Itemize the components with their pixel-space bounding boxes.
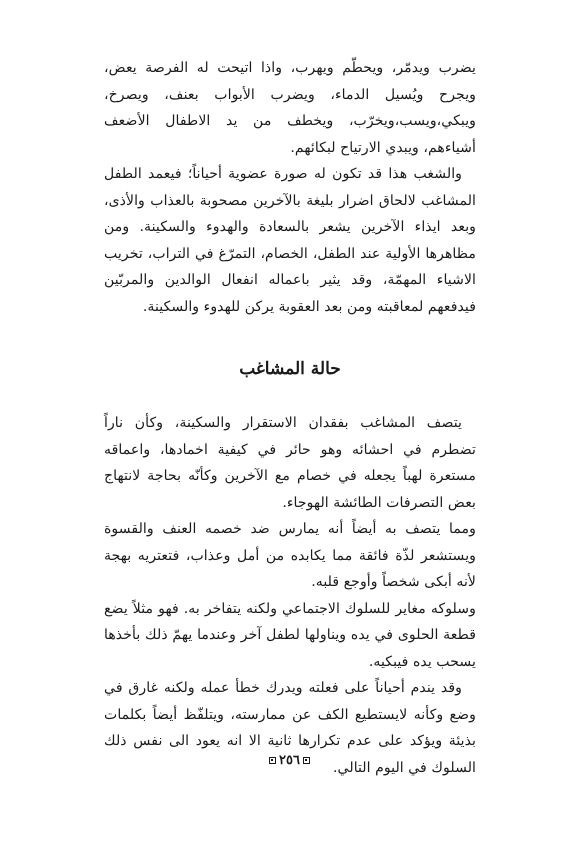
paragraph: وقد يندم أحياناً على فعلته ويدرك خطأ عمله ولكنه غارق في وضع وكأنه لايستطيع الكف عن ممارسته، ويتلفّظ أيضاً بكلمات بذيئة ويؤكد على عدم تكرارها ثانية الا انه يعود الى نفس ذلك السلوك في اليوم التالي. [104, 680, 476, 776]
page-number-text: ٢٥٦ [279, 753, 300, 768]
body-text-bottom [104, 410, 476, 781]
paragraph: والشغب هذا قد تكون له صورة عضوية أحياناً؛ فيعمد الطفل المشاغب لالحاق اضرار بليغة بالآخرين مصحوبة بالعذاب والأذى، وبعد ايذاء الآخرين يشعر بالسعادة والهدوء والسكينة. ومن مظاهرها الأولية عند الطفل، الخصام، التمرّغ في التراب، تخريب الاشياء المهمّة، وقد يثير باعماله انفعال الوالدين والمربّين فيدفعهم لمعاقبته ومن بعد العقوبة يركن للهدوء والسكينة. [104, 166, 476, 315]
paragraph: يضرب ويدمّر، ويحطّم ويهرب، واذا اتيحت له الفرصة يعض، ويجرح ويُسيل الدماء، ويضرب الأبواب بعنف، ويصرخ، ويبكي،ويسب،ويخرّب، ويخطف من يد الاطفال الأضعف أشياءهم، ويبدي الارتياح لبكائهم. [104, 60, 476, 156]
paragraph: يتصف المشاغب بفقدان الاستقرار والسكينة، وكأن ناراً تضطرم في احشائه وهو حائر في كيفية اخمادها، واعماقه مستعرة لهباً يجعله في خصام مع الآخرين وكأنّه بحاجة لانتهاج بعض التصرفات الطائشة الهوجاء. [104, 415, 476, 511]
paragraph: ومما يتصف به أيضاً أنه يمارس ضد خصمه العنف والقسوة ويستشعر لذّة فائقة مما يكابده من أمل وعذاب، فتعتريه بهجة لأنه أبكى شخصاً وأوجع قلبه. [104, 521, 476, 590]
ornament-square-icon [303, 757, 310, 764]
paragraph: وسلوكه مغاير للسلوك الاجتماعي ولكنه يتفاخر به. فهو مثلاً يضع قطعة الحلوى في يده ويناولها لطفل آخر وعندما يهمّ ذلك بأخذها يسحب يده فيبكيه. [104, 600, 476, 670]
section-title: حالة المشاغب [239, 359, 341, 379]
body-text-top [104, 55, 476, 320]
page-number [0, 752, 579, 770]
ornament-square-icon [269, 757, 276, 764]
